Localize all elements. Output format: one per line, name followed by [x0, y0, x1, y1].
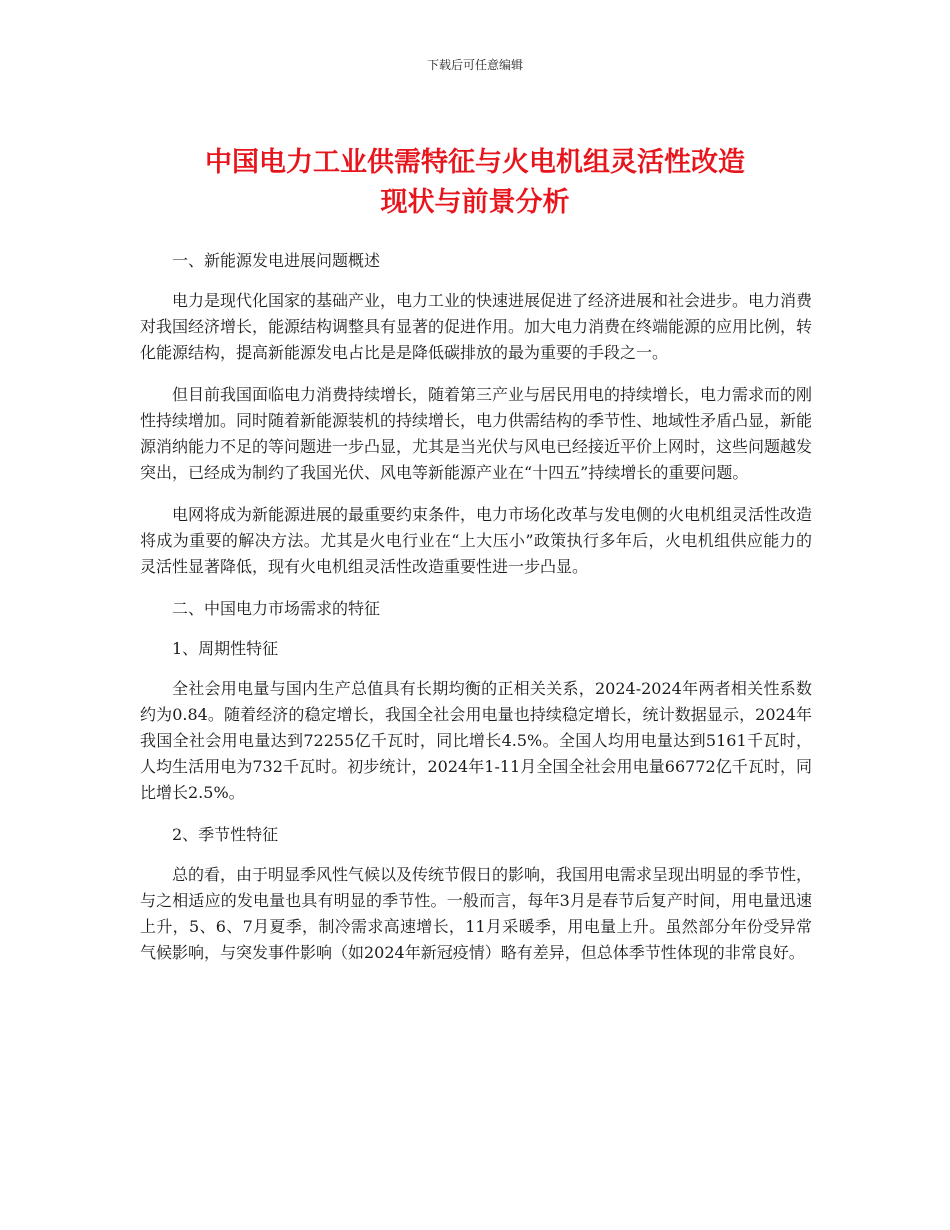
document-title — [120, 143, 830, 223]
section-1-paragraph-2: 但目前我国面临电力消费持续增长，随着第三产业与居民用电的持续增长，电力需求而的刚性持续增加。同时随着新能源装机的持续增长，电力供需结构的季节性、地域性矛盾凸显，新能源消纳能力不足的等问题进一步凸显，尤其是当光伏与风电已经接近平价上网时，这些问题越发突出，已经成为制约了我国光伏、风电等新能源产业在“十四五”持续增长的重要问题。 — [140, 385, 813, 482]
title-line-2: 现状与前景分析 — [380, 187, 570, 218]
section-1-heading: 一、新能源发电进展问题概述 — [172, 251, 381, 270]
title-line-1: 中国电力工业供需特征与火电机组灵活性改造 — [205, 147, 745, 178]
document-body — [140, 248, 812, 982]
section-2-paragraph-2: 总的看，由于明显季风性气候以及传统节假日的影响，我国用电需求呈现出明显的季节性，与之相适应的发电量也具有明显的季节性。一般而言，每年3月是春节后复产时间，用电量迅速上升，5、6、7月夏季，制冷需求高速增长，11月采暖季，用电量上升。虽然部分年份受异常气候影响，与突发事件影响（如2024年新冠疫情）略有差异，但总体季节性体现的非常良好。 — [140, 865, 813, 962]
section-2-subheading-1: 1、周期性特征 — [172, 639, 279, 658]
section-1-paragraph-3: 电网将成为新能源进展的最重要约束条件，电力市场化改革与发电侧的火电机组灵活性改造将成为重要的解决方法。尤其是火电行业在“上大压小”政策执行多年后，火电机组供应能力的灵活性显著降低，现有火电机组灵活性改造重要性进一步凸显。 — [140, 505, 813, 576]
section-2-paragraph-1: 全社会用电量与国内生产总值具有长期均衡的正相关关系，2024-2024年两者相关性系数约为0.84。随着经济的稳定增长，我国全社会用电量也持续稳定增长，统计数据显示，2024年我国全社会用电量达到72255亿千瓦时，同比增长4.5%。全国人均用电量达到5161千瓦时，人均生活用电为732千瓦时。初步统计，2024年1-11月全国全社会用电量66772亿千瓦时，同比增长2.5%。 — [140, 679, 812, 802]
section-2-subheading-2: 2、季节性特征 — [172, 825, 279, 844]
section-2-heading: 二、中国电力市场需求的特征 — [172, 599, 381, 618]
section-1-paragraph-1: 电力是现代化国家的基础产业，电力工业的快速进展促进了经济进展和社会进步。电力消费对我国经济增长，能源结构调整具有显著的促进作用。加大电力消费在终端能源的应用比例，转化能源结构，提高新能源发电占比是是降低碳排放的最为重要的手段之一。 — [140, 291, 813, 362]
header-note: 下载后可任意编辑 — [426, 58, 523, 72]
